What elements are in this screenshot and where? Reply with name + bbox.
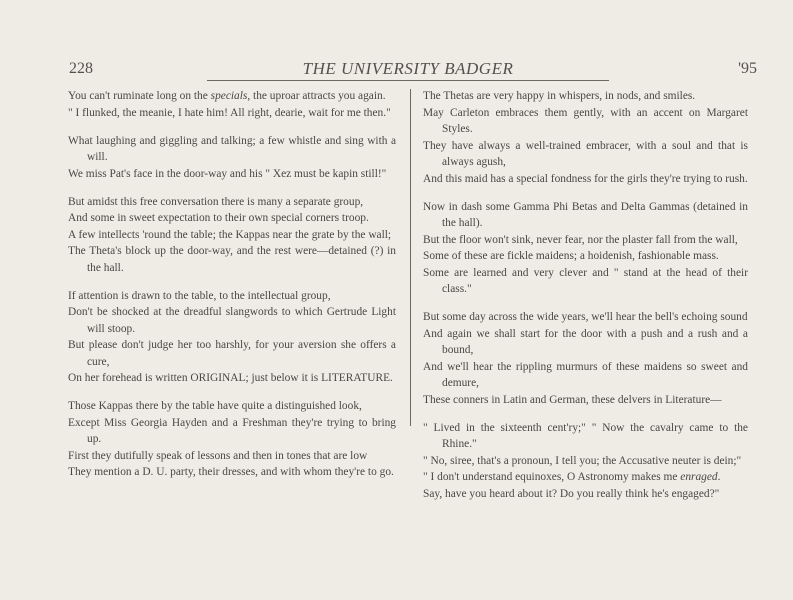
verse-line: But please don't judge her too harshly, for your aversion she offers a cure, — [68, 339, 396, 368]
right-column — [423, 88, 748, 502]
verse-line: " I don't understand equinoxes, O Astronomy makes me enraged. — [423, 471, 721, 483]
verse-line: We miss Pat's face in the door-way and his " Xez must be kapin still!" — [68, 167, 387, 180]
verse-line: What laughing and giggling and talking; a few whistle and sing with a will. — [68, 134, 396, 163]
verse-line: A few intellects 'round the table; the Kappas near the grate by the wall; — [68, 228, 392, 241]
stanza — [68, 133, 396, 183]
left-column — [68, 88, 396, 481]
verse-line: Now in dash some Gamma Phi Betas and Delta Gammas (detained in the hall). — [423, 200, 748, 229]
verse-line: " I flunked, the meanie, I hate him! All right, dearie, wait for me then." — [68, 106, 391, 119]
stanza — [423, 420, 748, 503]
verse-line: If attention is drawn to the table, to the intellectual group, — [68, 289, 331, 302]
page-number: 228 — [69, 60, 93, 77]
verse-line: Some of these are fickle maidens; a hoidenish, fashionable mass. — [423, 250, 719, 262]
verse-line: And we'll hear the rippling murmurs of these maidens so sweet and demure, — [423, 360, 748, 389]
stanza — [423, 199, 748, 298]
verse-line: But the floor won't sink, never fear, nor the plaster fall from the wall, — [423, 233, 738, 246]
stanza — [423, 309, 748, 408]
verse-line: First they dutifully speak of lessons and then in tones that are low — [68, 449, 368, 462]
verse-line: You can't ruminate long on the specials, the uproar attracts you again. — [68, 90, 386, 102]
verse-line: " No, siree, that's a pronoun, I tell you; the Accusative neuter is dein;" — [423, 454, 742, 467]
verse-line: Except Miss Georgia Hayden and a Freshman they're trying to bring up. — [68, 416, 396, 445]
verse-line: On her forehead is written ORIGINAL; just below it is LITERATURE. — [68, 372, 393, 384]
stanza — [68, 88, 396, 121]
verse-line: The Theta's block up the door-way, and the rest were—detained (?) in the hall. — [68, 245, 396, 274]
verse-line: And some in sweet expectation to their own special corners troop. — [68, 212, 369, 224]
verse-line: But some day across the wide years, we'll hear the bell's echoing sound — [423, 311, 748, 323]
verse-line: " Lived in the sixteenth cent'ry;" " Now the cavalry came to the Rhine." — [423, 421, 748, 450]
stanza — [68, 288, 396, 387]
verse-line: Say, have you heard about it? Do you really think he's engaged?" — [423, 487, 720, 500]
year-label: '95 — [738, 60, 757, 77]
verse-line: And again we shall start for the door with a push and a rush and a bound, — [423, 327, 748, 356]
verse-line: May Carleton embraces them gently, with an accent on Margaret Styles. — [423, 106, 748, 135]
verse-line: The Thetas are very happy in whispers, in nods, and smiles. — [423, 90, 696, 102]
column-divider — [410, 89, 411, 426]
verse-line: These conners in Latin and German, these delvers in Literature— — [423, 393, 722, 406]
verse-line: And this maid has a special fondness for the girls they're trying to rush. — [423, 172, 748, 185]
verse-line: They have always a well-trained embracer, with a soul and that is always agush, — [423, 139, 748, 168]
stanza — [68, 194, 396, 277]
verse-line: Don't be shocked at the dreadful slangwords to which Gertrude Light will stoop. — [68, 306, 396, 335]
verse-line: Those Kappas there by the table have quite a distinguished look, — [68, 400, 362, 412]
verse-line: But amidst this free conversation there is many a separate group, — [68, 195, 364, 208]
verse-line: They mention a D. U. party, their dresses, and with whom they're to go. — [68, 466, 394, 478]
stanza — [423, 88, 748, 187]
running-title: THE UNIVERSITY BADGER — [207, 59, 609, 81]
stanza — [68, 398, 396, 481]
verse-line: Some are learned and very clever and " stand at the head of their class." — [423, 266, 748, 295]
